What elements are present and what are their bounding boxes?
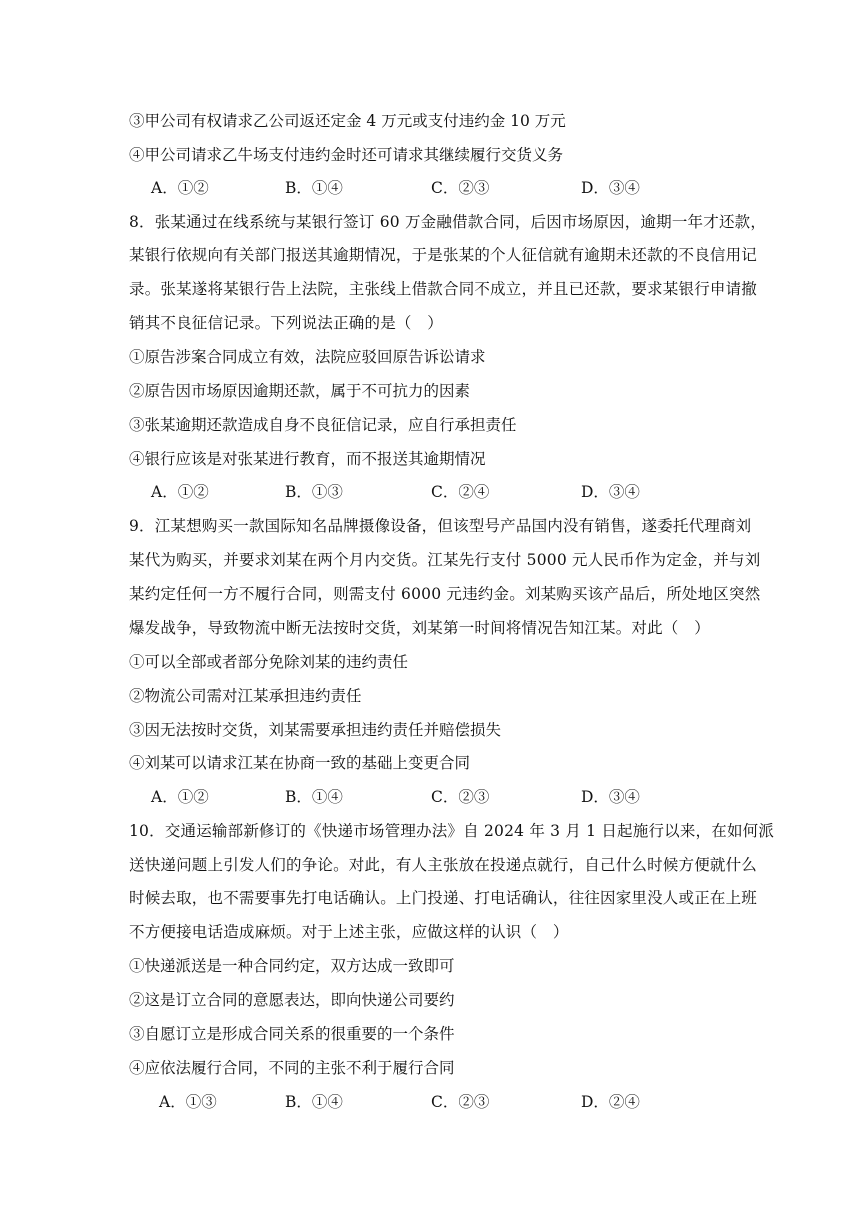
q9-option-d: D．③④ — [581, 788, 640, 806]
q8-statement-4: ④银行应该是对张某进行教育，而不报送其逾期情况 — [129, 450, 486, 468]
q10-stem-line-4: 不方便接电话造成麻烦。对于上述主张，应做这样的认识（ ） — [129, 923, 569, 941]
q7-option-c: C．②③ — [431, 179, 490, 197]
q7-option-a: A．①② — [151, 179, 209, 197]
q7-options — [151, 178, 711, 198]
q8-stem-line-3: 录。张某遂将某银行告上法院，主张线上借款合同不成立，并且已还款，要求某银行申请撤 — [129, 280, 758, 298]
q8-statement-3: ③张某逾期还款造成自身不良征信记录，应自行承担责任 — [129, 416, 517, 434]
q10-stem-line-3: 时候去取，也不需要事先打电话确认。上门投递、打电话确认，往往因家里没人或正在上班 — [129, 889, 758, 907]
q10-stem-line-1: 10．交通运输部新修订的《快递市场管理办法》自 2024 年 3 月 1 日起施行以来，在如何派 — [129, 822, 775, 840]
q9-option-b: B．①④ — [285, 788, 343, 806]
q7-statement-3: ③甲公司有权请求乙公司返还定金 4 万元或支付违约金 10 万元 — [129, 112, 566, 130]
q9-stem-line-2: 某代为购买，并要求刘某在两个月内交货。江某先行支付 5000 元人民币作为定金，并与刘 — [129, 551, 761, 569]
q8-statement-2: ②原告因市场原因逾期还款，属于不可抗力的因素 — [129, 382, 471, 400]
q9-statement-1: ①可以全部或者部分免除刘某的违约责任 — [129, 653, 409, 671]
q7-statement-4: ④甲公司请求乙牛场支付违约金时还可请求其继续履行交货义务 — [129, 146, 564, 164]
q9-statement-4: ④刘某可以请求江某在协商一致的基础上变更合同 — [129, 754, 471, 772]
q9-statement-3: ③因无法按时交货，刘某需要承担违约责任并赔偿损失 — [129, 721, 502, 739]
q7-option-b: B．①④ — [285, 179, 343, 197]
q9-option-c: C．②③ — [431, 788, 490, 806]
q10-option-a: A．①③ — [159, 1093, 217, 1111]
q9-statement-2: ②物流公司需对江某承担违约责任 — [129, 687, 362, 705]
q10-stem-line-2: 送快递问题上引发人们的争论。对此，有人主张放在投递点就行，自己什么时候方便就什么 — [129, 856, 758, 874]
q8-options — [151, 482, 711, 502]
q10-statement-4: ④应依法履行合同，不同的主张不利于履行合同 — [129, 1059, 455, 1077]
q9-stem-line-4: 爆发战争，导致物流中断无法按时交货，刘某第一时间将情况告知江某。对此（ ） — [129, 619, 710, 637]
q8-option-c: C．②④ — [431, 483, 490, 501]
q10-option-d: D．②④ — [581, 1093, 640, 1111]
q9-stem-line-3: 某约定任何一方不履行合同，则需支付 6000 元违约金。刘某购买该产品后，所处地区突然 — [129, 585, 761, 603]
q8-statement-1: ①原告涉案合同成立有效，法院应驳回原告诉讼请求 — [129, 348, 486, 366]
q8-stem-line-4: 销其不良征信记录。下列说法正确的是（ ） — [129, 314, 444, 332]
q8-stem-line-1: 8．张某通过在线系统与某银行签订 60 万金融借款合同，后因市场原因，逾期一年才还款， — [129, 213, 767, 231]
q10-statement-1: ①快递派送是一种合同约定，双方达成一致即可 — [129, 957, 455, 975]
q7-option-d: D．③④ — [581, 179, 640, 197]
q8-option-b: B．①③ — [285, 483, 343, 501]
q10-option-b: B．①④ — [285, 1093, 343, 1111]
q9-option-a: A．①② — [151, 788, 209, 806]
q10-statement-3: ③自愿订立是形成合同关系的很重要的一个条件 — [129, 1025, 455, 1043]
q9-options — [151, 787, 711, 807]
q8-stem-line-2: 某银行依规向有关部门报送其逾期情况，于是张某的个人征信就有逾期未还款的不良信用记 — [129, 246, 758, 264]
q10-statement-2: ②这是订立合同的意愿表达，即向快递公司要约 — [129, 991, 455, 1009]
q8-option-a: A．①② — [151, 483, 209, 501]
q9-stem-line-1: 9．江某想购买一款国际知名品牌摄像设备，但该型号产品国内没有销售，遂委托代理商刘 — [129, 517, 752, 535]
q10-options — [159, 1092, 719, 1112]
q8-option-d: D．③④ — [581, 483, 640, 501]
q10-option-c: C．②③ — [431, 1093, 490, 1111]
